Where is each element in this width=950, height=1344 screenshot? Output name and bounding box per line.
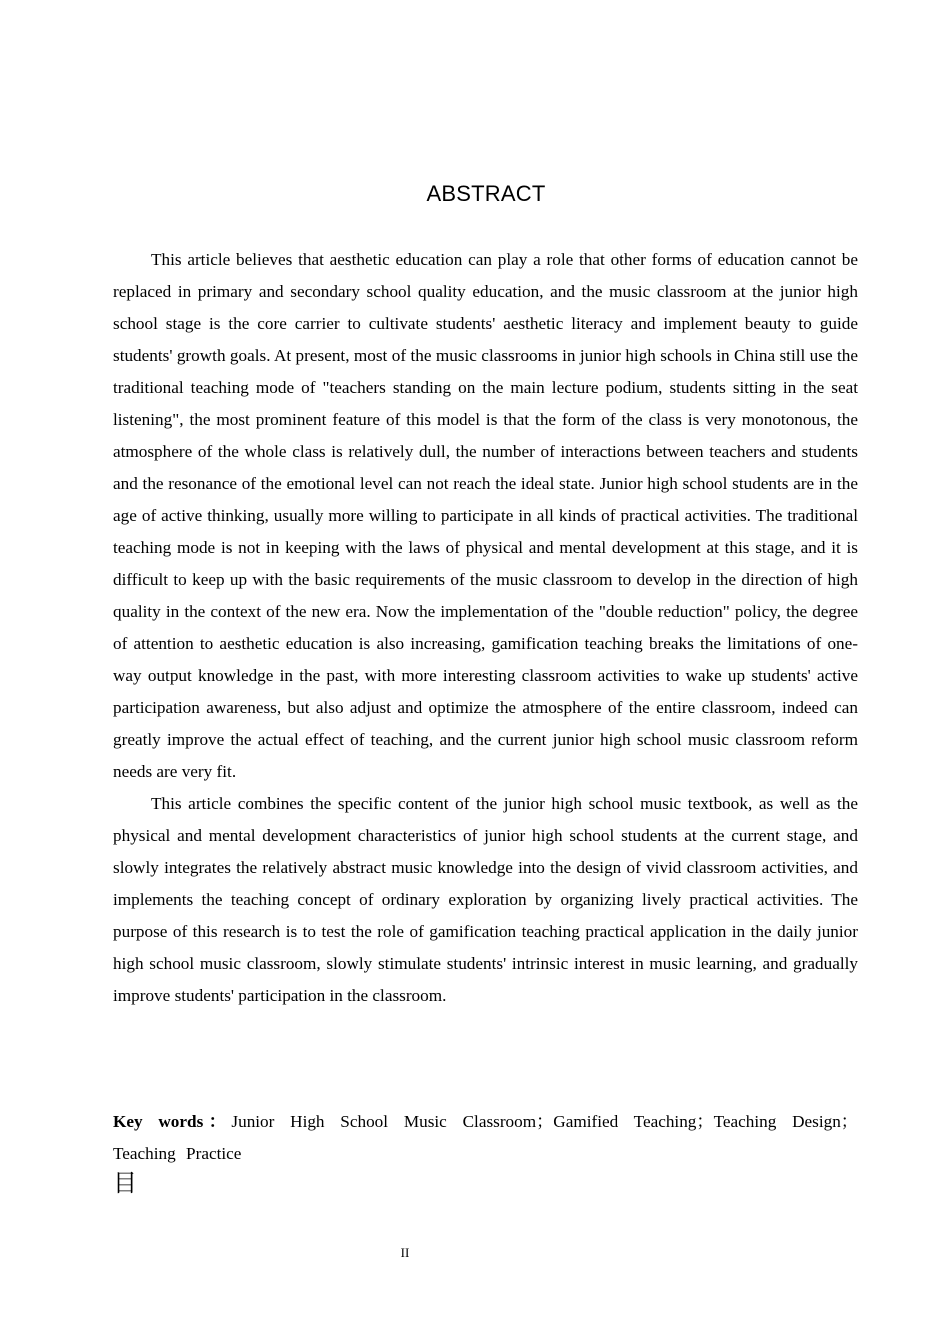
page-number: II bbox=[400, 1245, 410, 1260]
keywords-label: Key words： bbox=[113, 1112, 232, 1131]
toc-heading-fragment: 目 bbox=[113, 1169, 137, 1197]
abstract-paragraph-1: This article believes that aesthetic education can play a role that other forms of education cannot be replaced in primary and secondary school quality education, and the music classroom at the junior high school stage is the core carrier to cultivate students' aesthetic literacy and implement beauty to guide students' growth goals. At present, most of the music classrooms in junior high schools in China still use the traditional teaching mode of "teachers standing on the main lecture podium, students sitting in the seat listening", the most prominent feature of this model is that the form of the class is very monotonous, the atmosphere of the whole class is relatively dull, the number of interactions between teachers and students and the resonance of the emotional level can not reach the ideal state. Junior high school students are in the age of active thinking, usually more willing to participate in all kinds of practical activities. The traditional teaching mode is not in keeping with the laws of physical and mental development at this stage, and it is difficult to keep up with the basic requirements of the music classroom to develop in the direction of high quality in the context of the new era. Now the implementation of the "double reduction" policy, the degree of attention to aesthetic education is also increasing, gamification teaching breaks the limitations of one-way output knowledge in the past, with more interesting classroom activities to wake up students' active participation awareness, but also adjust and optimize the atmosphere of the entire classroom, indeed can greatly improve the actual effect of teaching, and the current junior high school music classroom reform needs are very fit. bbox=[113, 250, 858, 781]
abstract-body bbox=[113, 244, 858, 1012]
abstract-title: ABSTRACT bbox=[426, 181, 546, 206]
keywords-block bbox=[113, 1106, 858, 1170]
abstract-paragraph-2: This article combines the specific content of the junior high school music textbook, as well as the physical and mental development characteristics of junior high school students at the current stage, and slowly integrates the relatively abstract music knowledge into the design of vivid classroom activities, and implements the teaching concept of ordinary exploration by organizing lively practical activities. The purpose of this research is to test the role of gamification teaching practical application in the daily junior high school music classroom, slowly stimulate students' intrinsic interest in music learning, and gradually improve students' participation in the classroom. bbox=[113, 794, 858, 1005]
keywords-text: Junior High School Music Classroom；Gamified Teaching；Teaching Design；Teaching Practice bbox=[113, 1112, 858, 1163]
